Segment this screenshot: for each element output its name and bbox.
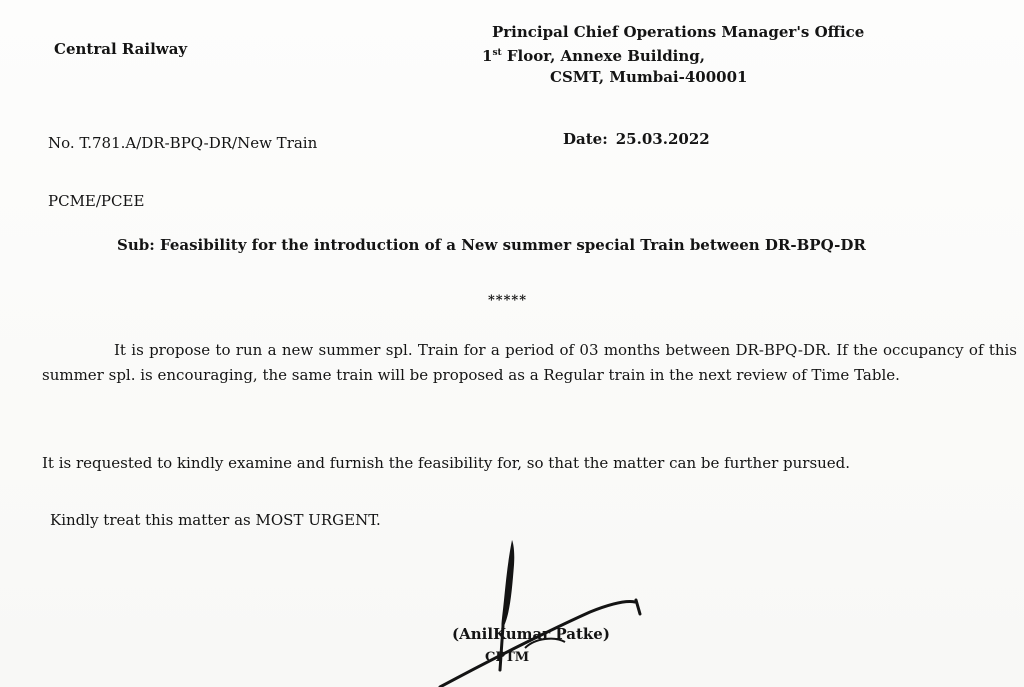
- office-address: [478, 22, 938, 88]
- handwritten-signature: [430, 520, 660, 687]
- signatory-designation: CPTM: [485, 650, 530, 665]
- date-value: 25.03.2022: [615, 130, 710, 148]
- office-address-line-3: CSMT, Mumbai-400001: [550, 68, 748, 86]
- body-paragraph-1: It is propose to run a new summer spl. Train for a period of 03 months between DR-BPQ-DR. If the occupancy of this summer spl. is encouraging, the same train will be proposed as a Regular train in the next review of Time Table.: [42, 341, 1017, 384]
- body-paragraph-2: It is requested to kindly examine and furnish the feasibility for, so that the matter can be further pursued.: [42, 454, 851, 472]
- closing-line: Kindly treat this matter as MOST URGENT.: [50, 511, 381, 529]
- office-address-line-2: 1st Floor, Annexe Building,: [482, 47, 705, 65]
- date-label: Date:: [563, 130, 608, 148]
- reference-number: No. T.781.A/DR-BPQ-DR/New Train: [48, 134, 318, 152]
- letter-date: [563, 129, 710, 149]
- office-address-line-1: Principal Chief Operations Manager's Office: [492, 23, 865, 41]
- separator-stars: *****: [488, 293, 527, 308]
- subject-line: [117, 235, 866, 255]
- sender-organization: Central Railway: [54, 40, 188, 58]
- signatory-name: (AnilKumar Patke): [452, 625, 610, 643]
- subject-label: Sub:: [117, 236, 155, 254]
- recipient: PCME/PCEE: [48, 192, 145, 210]
- subject-text: Feasibility for the introduction of a New summer special Train between DR-BPQ-DR: [154, 236, 866, 254]
